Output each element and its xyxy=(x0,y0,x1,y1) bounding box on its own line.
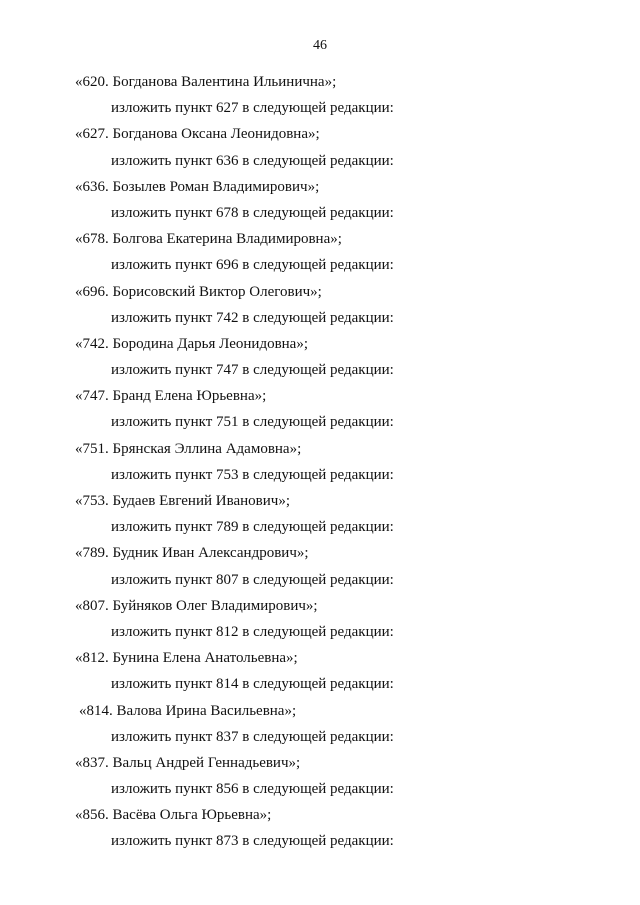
document-body xyxy=(0,69,640,855)
amendment-instruction: изложить пункт 753 в следующей редакции: xyxy=(111,466,394,483)
amendment-instruction: изложить пункт 696 в следующей редакции: xyxy=(111,257,394,274)
amendment-entry: «742. Бородина Дарья Леонидовна»; xyxy=(75,335,309,352)
amendment-instruction: изложить пункт 837 в следующей редакции: xyxy=(111,728,394,745)
amendment-entry: «856. Васёва Ольга Юрьевна»; xyxy=(75,807,272,824)
amendment-instruction: изложить пункт 627 в следующей редакции: xyxy=(111,100,394,117)
amendment-entry: «753. Будаев Евгений Иванович»; xyxy=(75,493,290,509)
amendment-entry: «789. Будник Иван Александрович»; xyxy=(75,545,309,562)
amendment-instruction: изложить пункт 789 в следующей редакции: xyxy=(111,519,394,536)
page-number: 46 xyxy=(313,38,327,53)
amendment-instruction: изложить пункт 742 в следующей редакции: xyxy=(111,309,394,326)
amendment-entry: «636. Бозылев Роман Владимирович»; xyxy=(75,178,320,195)
amendment-instruction: изложить пункт 678 в следующей редакции: xyxy=(111,204,394,221)
amendment-entry: «620. Богданова Валентина Ильинична»; xyxy=(75,74,337,90)
amendment-instruction: изложить пункт 751 в следующей редакции: xyxy=(111,414,394,431)
amendment-instruction: изложить пункт 747 в следующей редакции: xyxy=(111,362,394,379)
amendment-instruction: изложить пункт 856 в следующей редакции: xyxy=(111,781,394,798)
amendment-entry: «696. Борисовский Виктор Олегович»; xyxy=(75,283,322,300)
amendment-instruction: изложить пункт 873 в следующей редакции: xyxy=(111,833,394,850)
amendment-instruction: изложить пункт 636 в следующей редакции: xyxy=(111,152,394,169)
amendment-entry: «812. Бунина Елена Анатольевна»; xyxy=(75,650,298,667)
amendment-entry: «837. Вальц Андрей Геннадьевич»; xyxy=(75,754,301,771)
amendment-entry: «807. Буйняков Олег Владимирович»; xyxy=(75,597,318,614)
amendment-instruction: изложить пункт 807 в следующей редакции: xyxy=(111,571,394,588)
amendment-entry: «627. Богданова Оксана Леонидовна»; xyxy=(75,126,320,143)
amendment-instruction: изложить пункт 812 в следующей редакции: xyxy=(111,623,394,640)
amendment-entry: «747. Бранд Елена Юрьевна»; xyxy=(75,388,267,405)
amendment-entry: «751. Брянская Эллина Адамовна»; xyxy=(75,440,302,457)
amendment-entry: «814. Валова Ирина Васильевна»; xyxy=(79,702,297,719)
amendment-entry: «678. Болгова Екатерина Владимировна»; xyxy=(75,231,342,248)
amendment-instruction: изложить пункт 814 в следующей редакции: xyxy=(111,676,394,693)
